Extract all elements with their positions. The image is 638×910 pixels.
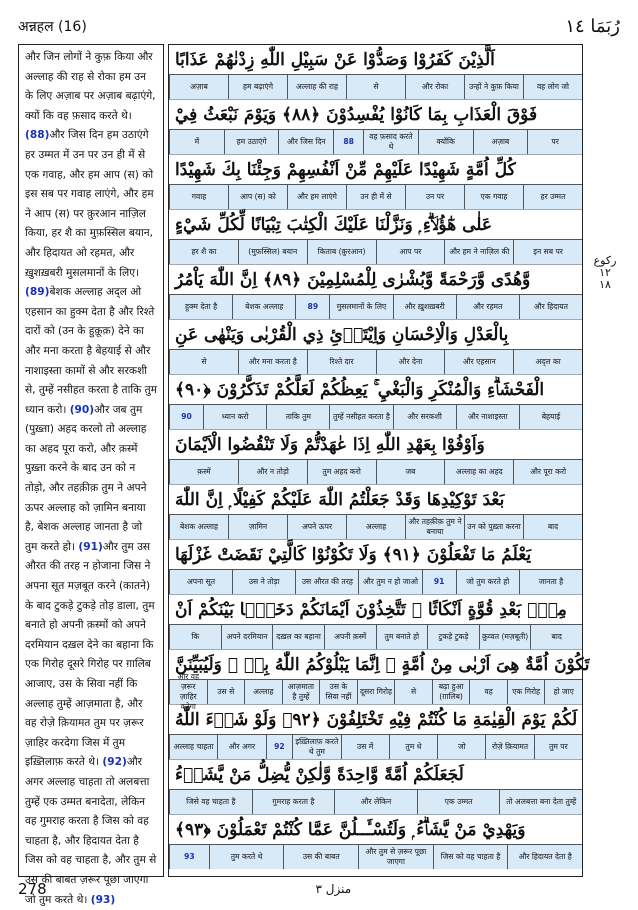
word-gloss-row	[169, 404, 582, 429]
word-gloss: एक गवाह	[464, 185, 523, 209]
word-gloss: उन ही में से	[346, 185, 405, 209]
page-number: 278	[18, 880, 47, 898]
word-gloss: और देना	[376, 350, 445, 374]
word-gloss: ताकि तुम	[266, 405, 329, 429]
word-gloss: किताब (क़ुरआन)	[307, 240, 376, 264]
arabic-line: بَعْدَ تَوْكِيْدِهَا وَقَدْ جَعَلْتُمُ اللّٰهَ عَلَيْكُمْ كَفِيْلًا ۭ اِنَّ اللّٰهَ	[169, 484, 582, 514]
word-gloss: और वह ज़रूर ज़ाहिर करेगा	[169, 680, 207, 704]
arabic-line: وَيَهْدِيْ مَنْ يَّشَاۗءُ ۭ وَلَتُسْـَٔــلُنَّ عَمَّا كُنْتُمْ تَعْمَلُوْنَ ﴿٩٣﴾	[169, 814, 582, 844]
word-gloss: और तुम न हो जाओ	[358, 570, 421, 594]
word-gloss: अल्लाह	[346, 515, 405, 539]
word-gloss: उन पर	[405, 185, 464, 209]
word-gloss: उस से	[207, 680, 245, 704]
word-gloss: तुम पर	[534, 735, 582, 759]
word-gloss: उन्हों ने कुफ़ किया	[464, 75, 523, 99]
word-gloss: बाद	[523, 515, 582, 539]
ruku-text: ١٨	[599, 278, 611, 291]
word-gloss: टुकड़े टुकड़े	[427, 625, 479, 649]
verse-number: (93)	[90, 893, 116, 906]
word-gloss: हुक्म देता है	[169, 295, 232, 319]
word-gloss: तुम अहद करो	[307, 460, 376, 484]
word-gloss: 89	[295, 295, 329, 319]
arabic-line: كُلِّ اُمَّةٍ شَهِيْدًا عَلَيْهِمْ مِّنْ اَنْفُسِهِمْ وَجِئْنَا بِكَ شَهِيْدًا	[169, 154, 582, 184]
word-gloss: और न तोड़ो	[238, 460, 307, 484]
word-gloss: और एहसान	[444, 350, 513, 374]
word-gloss: हो जाए	[544, 680, 582, 704]
page-footer	[18, 879, 620, 899]
word-gloss-row	[169, 459, 582, 484]
word-gloss: पर	[527, 130, 582, 154]
word-gloss: गवाह	[169, 185, 228, 209]
verse-number: (89)	[25, 286, 50, 299]
word-gloss: क़स्में	[169, 460, 238, 484]
word-gloss: अल्लाह का अहद	[444, 460, 513, 484]
word-gloss: 92	[266, 735, 293, 759]
translation-text: बेशक अल्लाह अद्ल ओ एहसान का हुक्म देता है और रिश्ते दारों को (उन के हुक़ूक़) देने का और मना करता है बेहयाई से और नाशाइस्ता कामों से और सरकशी से, तुम्हें नसीहत करता है ताकि तुम ध्यान करो।	[25, 286, 157, 416]
arabic-line: لَكُمْ يَوْمَ الْقِيٰمَةِ مَا كُنْتُمْ فِيْهِ تَخْتَلِفُوْنَ ﴿٩٢﴾ وَلَوْ شَاۗءَ اللّٰهُ	[169, 704, 582, 734]
word-gloss: से	[346, 75, 405, 99]
word-gloss: अल्लाह	[244, 680, 282, 704]
word-gloss: रिश्ते दार	[307, 350, 376, 374]
word-gloss: गुमराह करता है	[252, 790, 335, 814]
translation-text: और अगर अल्लाह चाहता तो अलबत्ता तुम्हें एक उम्मत बनादेता, लेकिन वह गुमराह करता है जिस को वह चाहता है, और हिदायत देता है जिस को वह चाहता है, और तुम से उस की बाबत ज़रूर पूछा जाएगा जो तुम करते थे।	[25, 756, 157, 906]
word-gloss: उस के सिवा नहीं	[319, 680, 357, 704]
word-gloss: उन को पुख़्ता करना	[464, 515, 523, 539]
word-gloss-row	[169, 624, 582, 649]
word-gloss-row	[169, 74, 582, 99]
word-gloss: आप (स) को	[228, 185, 287, 209]
word-gloss: आप पर	[376, 240, 445, 264]
word-gloss: और रोका	[405, 75, 464, 99]
word-gloss: ज़ामिन	[228, 515, 287, 539]
word-gloss: और हम लाएंगे	[287, 185, 346, 209]
word-gloss: एक उम्मत	[417, 790, 500, 814]
arabic-line: اَلَّذِيْنَ كَفَرُوْا وَصَدُّوْا عَنْ سَبِيْلِ اللّٰهِ زِدْنٰهُمْ عَذَابًا	[175, 49, 495, 70]
word-gloss: अपनी क़स्में	[324, 625, 376, 649]
word-gloss: वह	[469, 680, 507, 704]
word-gloss: अल्लाह चाहता	[169, 735, 217, 759]
word-gloss: और हिदायत	[519, 295, 582, 319]
juz-title-arabic: رُبَمَا ١٤	[565, 15, 620, 37]
word-gloss: और रहमत	[456, 295, 519, 319]
word-gloss: और ख़ुशख़बरी	[393, 295, 456, 319]
word-gloss: हम उठाएंगे	[224, 130, 279, 154]
word-gloss: और नाशाइस्ता	[456, 405, 519, 429]
translation-text: और जिन लोगों ने कुफ़ किया और अल्लाह की राह से रोका हम उन के लिए अज़ाब पर अज़ाब बढ़ाएंगे, क्यों कि वह फ़साद करते थे।	[25, 51, 156, 122]
verse-number: (91)	[78, 540, 103, 553]
word-gloss: क्योंकि	[418, 130, 473, 154]
word-gloss: बढ़ा हुआ (ग़ालिब)	[432, 680, 470, 704]
word-gloss: अल्लाह की राह	[287, 75, 346, 99]
word-gloss: रोज़े क़ियामत	[485, 735, 533, 759]
word-gloss: (मुफ़स्सिल) बयान	[238, 240, 307, 264]
word-gloss: बेशक अल्लाह	[169, 515, 228, 539]
word-gloss-row	[169, 239, 582, 264]
word-gloss: हर शै का	[169, 240, 238, 264]
word-gloss: हर उम्मत	[523, 185, 582, 209]
word-gloss: अज़ाब	[473, 130, 528, 154]
arabic-line: يَعْلَمُ مَا تَفْعَلُوْنَ ﴿٩١﴾ وَلَا تَكُوْنُوْا كَالَّتِيْ نَقَضَتْ غَزْلَهَا	[169, 539, 582, 569]
word-gloss: जब	[376, 460, 445, 484]
word-gloss-row	[169, 672, 582, 711]
word-gloss: और मना करता है	[238, 350, 307, 374]
word-gloss: 88	[333, 130, 363, 154]
word-gloss-row	[169, 514, 582, 539]
word-gloss: मुसलमानों के लिए	[329, 295, 392, 319]
word-gloss: तुम करते थे	[209, 845, 284, 869]
word-gloss: जो	[437, 735, 485, 759]
word-gloss-row	[169, 349, 582, 374]
verse-number: (88)	[25, 129, 50, 142]
word-gloss: 91	[422, 570, 456, 594]
arabic-word-grid	[168, 44, 590, 877]
word-gloss: से	[169, 350, 238, 374]
word-gloss: इन सब पर	[513, 240, 582, 264]
word-gloss: उस ने तोड़ा	[232, 570, 295, 594]
word-gloss: और जिस दिन	[278, 130, 333, 154]
word-gloss: उस की बाबत	[283, 845, 358, 869]
word-gloss: 90	[169, 405, 203, 429]
word-gloss: क़ुव्वत (मज़बूती)	[479, 625, 531, 649]
arabic-line: وَّهُدًى وَّرَحْمَةً وَّبُشْرٰى لِلْمُسْلِمِيْنَ ﴿٨٩﴾ اِنَّ اللّٰهَ يَاْمُرُ	[169, 264, 582, 294]
word-gloss: तो अलबत्ता बना देता तुम्हें	[499, 790, 582, 814]
word-gloss: जो तुम करते हो	[456, 570, 519, 594]
word-gloss: और तहक़ीक़ तुम ने बनाया	[405, 515, 464, 539]
arabic-line: مِنْۢ بَعْدِ قُوَّةٍ اَنْكَاثًا ۭ تَتَّخِذُوْنَ اَيْمَانَكُمْ دَخَلًۢا بَيْنَكُمْ اَنْ	[169, 594, 582, 624]
word-gloss: तुम्हें नसीहत करता है	[329, 405, 392, 429]
word-gloss: इख़्तिलाफ़ करते थे तुम	[292, 735, 340, 759]
word-gloss: दूसरा गिरोह	[357, 680, 395, 704]
word-gloss: बेहयाई	[519, 405, 582, 429]
word-gloss: वह लोग जो	[523, 75, 582, 99]
word-gloss: दख़ल का बहाना	[272, 625, 324, 649]
word-gloss: हम बढ़ाएंगे	[228, 75, 287, 99]
word-gloss: बाद	[530, 625, 582, 649]
page-header	[18, 14, 620, 38]
word-gloss-row	[169, 129, 582, 154]
word-gloss: उस में	[341, 735, 389, 759]
word-gloss: अपने दरमियान	[221, 625, 273, 649]
arabic-line: الْفَحْشَاۗءِ وَالْمُنْكَرِ وَالْبَغْيِ ۚ يَعِظُكُمْ لَعَلَّكُمْ تَذَكَّرُوْنَ ﴿٩٠﴾	[169, 374, 582, 404]
translation-text: और जिस दिन हम उठाएंगे हर उम्मत में उन पर उन ही में से एक गवाह, और हम आप (स) को इस सब पर गवाह लाएंगे, और हम ने आप (स) पर क़ुरआन नाज़िल किया, हर शै का मुफ़स्सिल बयान, और हिदायत ओ रहमत, और ख़ुशख़बरी मुसलमानों के लिए।	[25, 129, 154, 279]
word-gloss: अद्ल का	[513, 350, 582, 374]
word-gloss: और सरकशी	[393, 405, 456, 429]
word-gloss: अपना सूत	[169, 570, 232, 594]
word-gloss: जिसे वह चाहता है	[169, 790, 252, 814]
word-gloss-row	[169, 789, 582, 814]
ruku-text: رکوع	[593, 254, 617, 267]
arabic-line: فَوْقَ الْعَذَابِ بِمَا كَانُوْا يُفْسِدُوْنَ ﴿٨٨﴾ وَيَوْمَ نَبْعَثُ فِيْ	[169, 99, 582, 129]
word-gloss: और लेकिन	[334, 790, 417, 814]
word-gloss: और तुम से ज़रूर पूछा जाएगा	[358, 845, 433, 869]
word-gloss: उस औरत की तरह	[295, 570, 358, 594]
arabic-line: عَلٰى هٰٓؤُلَاۗءِ ۭ وَنَزَّلْنَا عَلَيْكَ الْكِتٰبَ تِبْيَانًا لِّكُلِّ شَيْءٍ	[169, 209, 582, 239]
translation-text: और तुम उस औरत की तरह न होजाना जिस ने अपना सूत मज़बूत करने (कातने) के बाद टुकड़े टुकड़े तोड़ डाला, तुम बनाते हो अपनी क़स्मों को अपने दरमियान दख़ल देने का बहाना कि एक गिरोह दूसरे गिरोह पर ग़ालिब आजाए, उस के सिवा नहीं कि अल्लाह तुम्हें आज़माता है, और वह रोज़े क़ियामत तुम पर ज़रूर ज़ाहिर करदेगा जिस में तुम इख़्तिलाफ़ करते थे।	[25, 540, 155, 769]
word-gloss: अपने ऊपर	[287, 515, 346, 539]
word-gloss: जिस को वह चाहता है	[433, 845, 508, 869]
word-gloss: जानता है	[519, 570, 582, 594]
translation-text: और जब तुम (पुख़्ता) अहद करलो तो अल्लाह का अहद पूरा करो, और क़स्में पुख़्ता करने के बाद उन को न तोड़ो, और तहक़ीक़ तुम ने अपने ऊपर अल्लाह को ज़ामिन बनाया है, बेशक अल्लाह जानता है जो तुम करते हो।	[25, 403, 147, 553]
word-gloss-row	[169, 184, 582, 209]
word-gloss: बेशक अल्लाह	[232, 295, 295, 319]
word-gloss: और अगर	[217, 735, 265, 759]
arabic-line: وَاَوْفُوْا بِعَهْدِ اللّٰهِ اِذَا عٰهَدْتُّمْ وَلَا تَنْقُضُوا الْاَيْمَانَ	[169, 429, 582, 459]
word-gloss: वह फ़साद करते थे	[363, 130, 418, 154]
ruku-marker	[588, 255, 622, 291]
word-gloss-row	[169, 844, 582, 869]
arabic-line: بِالْعَدْلِ وَالْاِحْسَانِ وَاِيْتَاۗئِ ذِي الْقُرْبٰى وَيَنْهٰى عَنِ	[169, 319, 582, 349]
manzil-label: منزل ۳	[315, 882, 352, 896]
word-gloss: ध्यान करो	[203, 405, 266, 429]
verse-number: (90)	[69, 403, 95, 416]
word-gloss: 93	[169, 845, 209, 869]
arabic-line: لَجَعَلَكُمْ اُمَّةً وَّاحِدَةً وَّلٰكِنْ يُّضِلُّ مَنْ يَّشَاۗءُ	[169, 759, 582, 789]
word-gloss: तुम थे	[389, 735, 437, 759]
verse-number: (92)	[102, 756, 127, 769]
word-gloss: कि	[169, 625, 221, 649]
word-gloss: और पूरा करो	[513, 460, 582, 484]
word-gloss: एक गिरोह	[507, 680, 545, 704]
word-gloss-row	[169, 294, 582, 319]
word-gloss: और हिदायत देता है	[507, 845, 582, 869]
word-gloss: तुम बनाते हो	[376, 625, 428, 649]
arabic-line: تَكُوْنَ اُمَّةٌ هِىَ اَرْبٰى مِنْ اُمَّةٍ ۭ اِنَّمَا يَبْلُوْكُمُ اللّٰهُ بِهٖ ۭ وَلَيُبَيِّنَنَّ	[169, 649, 582, 679]
word-gloss: से	[394, 680, 432, 704]
ruku-text: ١٢	[599, 266, 611, 279]
word-gloss: में	[169, 130, 224, 154]
surah-title-hindi: अन्नहल (16)	[18, 18, 87, 35]
word-gloss: अज़ाब	[169, 75, 228, 99]
word-gloss-row	[169, 569, 582, 594]
word-gloss: आज़माता है तुम्हें	[282, 680, 320, 704]
word-gloss: और हम ने नाज़िल की	[444, 240, 513, 264]
word-gloss-row	[169, 734, 582, 759]
